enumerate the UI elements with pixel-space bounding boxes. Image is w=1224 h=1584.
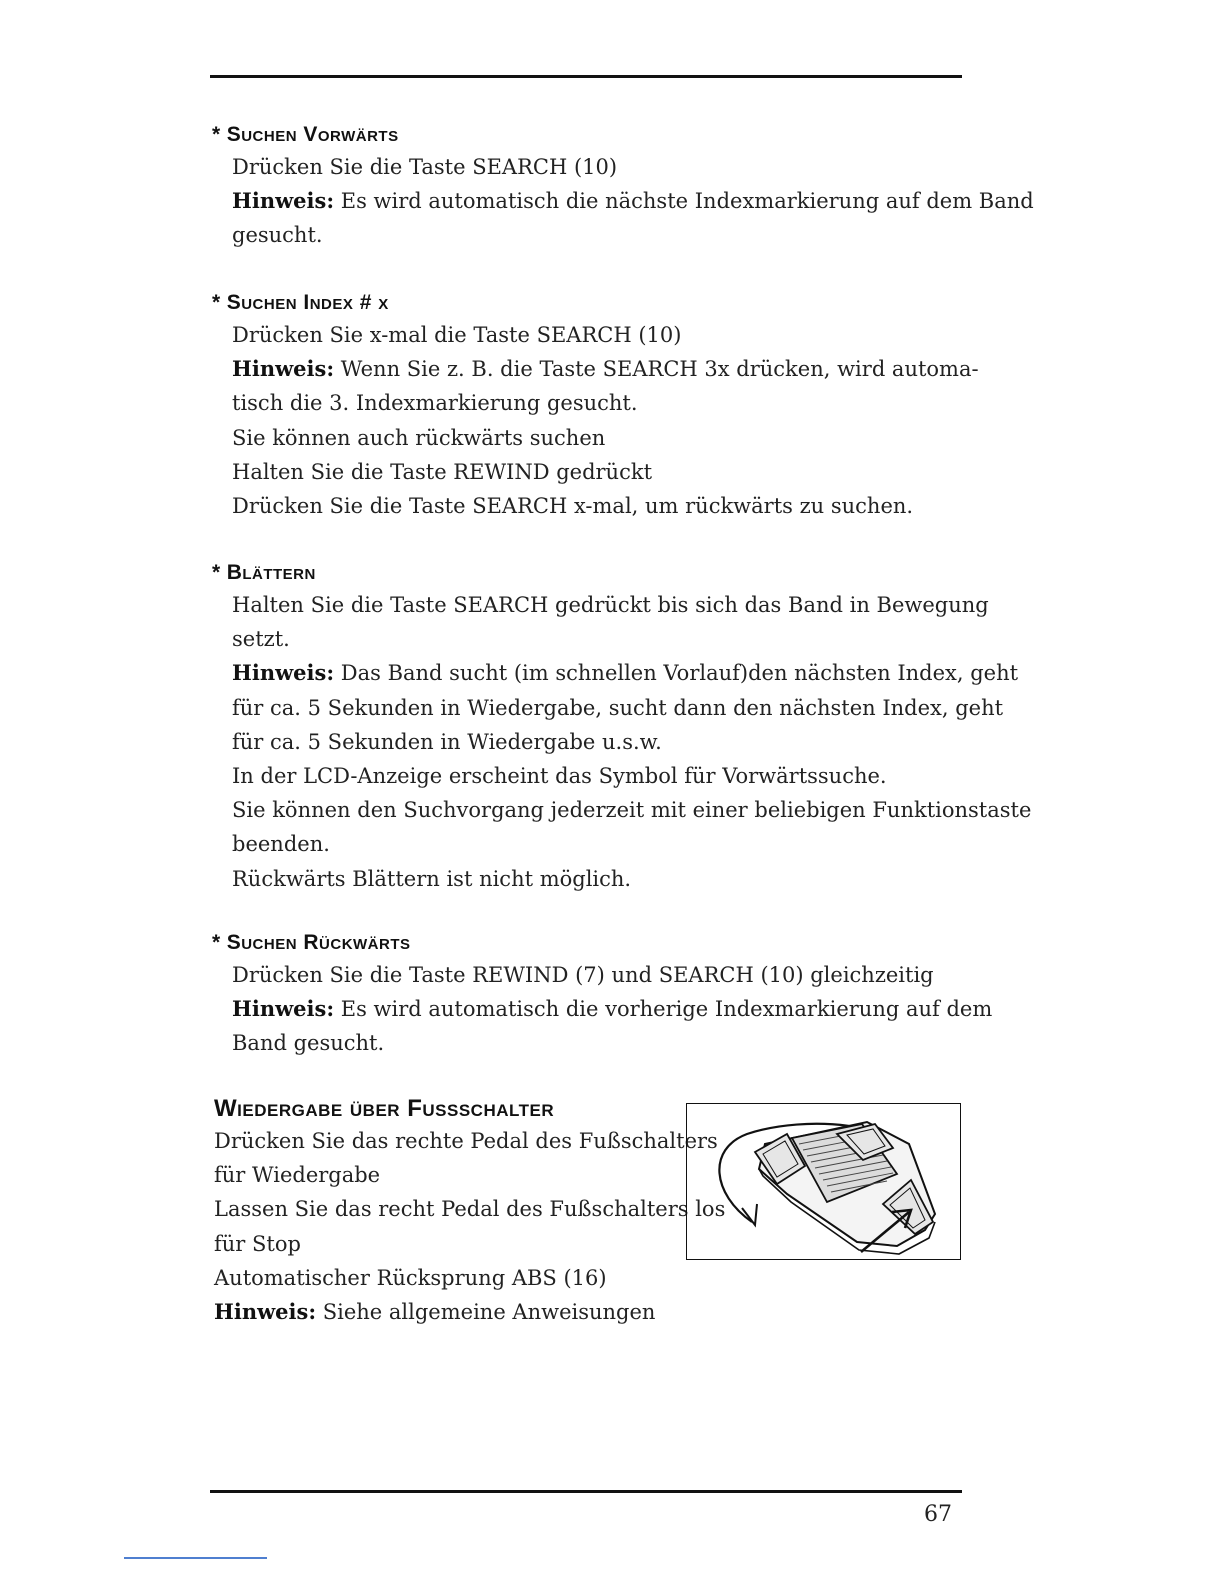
section-body <box>232 958 993 1061</box>
foot-pedal-icon <box>687 1104 959 1258</box>
note-line: Hinweis: Siehe allgemeine Anweisungen <box>214 1299 656 1325</box>
text-line: Drücken Sie die Taste SEARCH x-mal, um rückwärts zu suchen. <box>232 494 914 519</box>
note-line: Hinweis: Das Band sucht (im schnellen Vorlauf)den nächsten Index, geht <box>232 660 1019 686</box>
section-heading: * Blättern <box>212 561 316 584</box>
footer-link-underline <box>124 1557 267 1559</box>
text-line: setzt. <box>232 627 290 652</box>
text-line: Sie können den Suchvorgang jederzeit mit einer beliebigen Funktionstaste <box>232 798 1032 823</box>
text-line: Band gesucht. <box>232 1031 385 1056</box>
text-line: In der LCD-Anzeige erscheint das Symbol für Vorwärtssuche. <box>232 764 887 789</box>
text-line: Drücken Sie die Taste REWIND (7) und SEARCH (10) gleichzeitig <box>232 963 934 987</box>
text-line: gesucht. <box>232 223 323 248</box>
section-body <box>214 1124 726 1329</box>
section-suchen-index <box>212 288 979 523</box>
text-line: Automatischer Rücksprung ABS (16) <box>214 1265 607 1290</box>
text-line: beenden. <box>232 832 330 857</box>
text-line: für ca. 5 Sekunden in Wiedergabe u.s.w. <box>232 729 662 754</box>
text-line: für Wiedergabe <box>214 1163 381 1188</box>
text-line: für Stop <box>214 1231 301 1256</box>
page-number: 67 <box>924 1502 952 1527</box>
text-line: Sie können auch rückwärts suchen <box>232 425 606 450</box>
section-heading: Wiedergabe über Fussschalter <box>214 1095 555 1122</box>
section-body <box>232 150 1034 253</box>
text-line: für ca. 5 Sekunden in Wiedergabe, sucht dann den nächsten Index, geht <box>232 695 1004 720</box>
text-line: Drücken Sie das rechte Pedal des Fußschalters <box>214 1129 718 1153</box>
section-heading: * Suchen Rückwärts <box>212 931 411 954</box>
note-line: Hinweis: Es wird automatisch die nächste Indexmarkierung auf dem Band <box>232 188 1034 214</box>
section-blaettern <box>212 558 1032 896</box>
note-line: Hinweis: Es wird automatisch die vorherige Indexmarkierung auf dem <box>232 996 993 1022</box>
text-line: Halten Sie die Taste REWIND gedrückt <box>232 459 653 484</box>
text-line: Drücken Sie die Taste SEARCH (10) <box>232 155 618 179</box>
text-line: Halten Sie die Taste SEARCH gedrückt bis sich das Band in Bewegung <box>232 593 989 617</box>
text-line: tisch die 3. Indexmarkierung gesucht. <box>232 391 638 416</box>
section-heading: * Suchen Vorwärts <box>212 123 399 146</box>
section-body <box>232 588 1032 896</box>
section-body <box>232 318 979 523</box>
foot-pedal-figure <box>686 1103 961 1260</box>
note-line: Hinweis: Wenn Sie z. B. die Taste SEARCH 3x drücken, wird automa- <box>232 356 979 382</box>
section-heading: * Suchen Index # x <box>212 291 389 314</box>
section-suchen-vorwaerts <box>212 120 1034 253</box>
section-wiedergabe-fussschalter <box>214 1094 726 1329</box>
text-line: Lassen Sie das recht Pedal des Fußschalters los <box>214 1197 726 1222</box>
text-line: Drücken Sie x-mal die Taste SEARCH (10) <box>232 323 682 347</box>
top-rule <box>210 75 962 78</box>
section-suchen-rueckwaerts <box>212 928 993 1061</box>
text-line: Rückwärts Blättern ist nicht möglich. <box>232 866 632 891</box>
bottom-rule <box>210 1490 962 1493</box>
